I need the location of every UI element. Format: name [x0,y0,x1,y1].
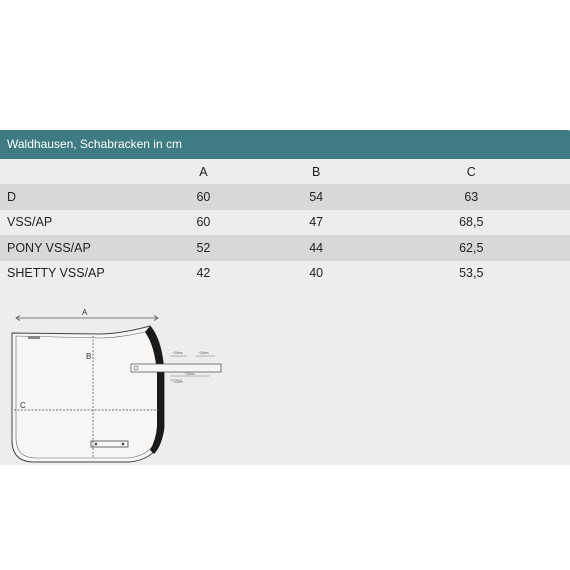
size-table [0,159,570,286]
cell-a: 52 [196,240,211,255]
row-label: VSS/AP [7,215,53,230]
strap-measure-label: ~30cm [198,351,209,355]
cell-b: 40 [309,266,324,281]
column-header-a: A [199,164,208,179]
cell-b: 44 [309,240,324,255]
table-row [0,210,570,235]
cell-c: 63 [464,190,479,205]
saddle-pad-outline [12,326,164,462]
dimension-a-label: A [82,308,88,317]
row-label: SHETTY VSS/AP [7,266,105,281]
cell-c: 53,5 [459,266,484,281]
girth-strap [131,364,221,372]
brand-tag [28,336,40,339]
cell-a: 60 [196,190,211,205]
cell-a: 60 [196,215,211,230]
column-header-b: B [312,164,321,179]
strap-measure-label: ~42cm [184,372,195,376]
row-label: D [7,190,17,205]
cell-a: 42 [196,266,211,281]
strap-measure-label: ~29cm [172,351,183,355]
strap-measure-label: ~12cm [172,380,183,384]
table-row [0,235,570,260]
cell-b: 54 [309,190,324,205]
header-empty [0,159,147,184]
cell-b: 47 [309,215,324,230]
table-header-row [0,159,570,184]
table-row [0,184,570,209]
table-row [0,261,570,286]
row-label: PONY VSS/AP [7,240,91,255]
cell-c: 68,5 [459,215,484,230]
dimension-b-label: B [86,352,92,361]
saddle-pad-diagram [0,300,250,470]
dimension-c-label: C [20,401,26,410]
cell-c: 62,5 [459,240,484,255]
column-header-c: C [466,164,476,179]
table-title: Waldhausen, Schabracken in cm [0,130,570,159]
